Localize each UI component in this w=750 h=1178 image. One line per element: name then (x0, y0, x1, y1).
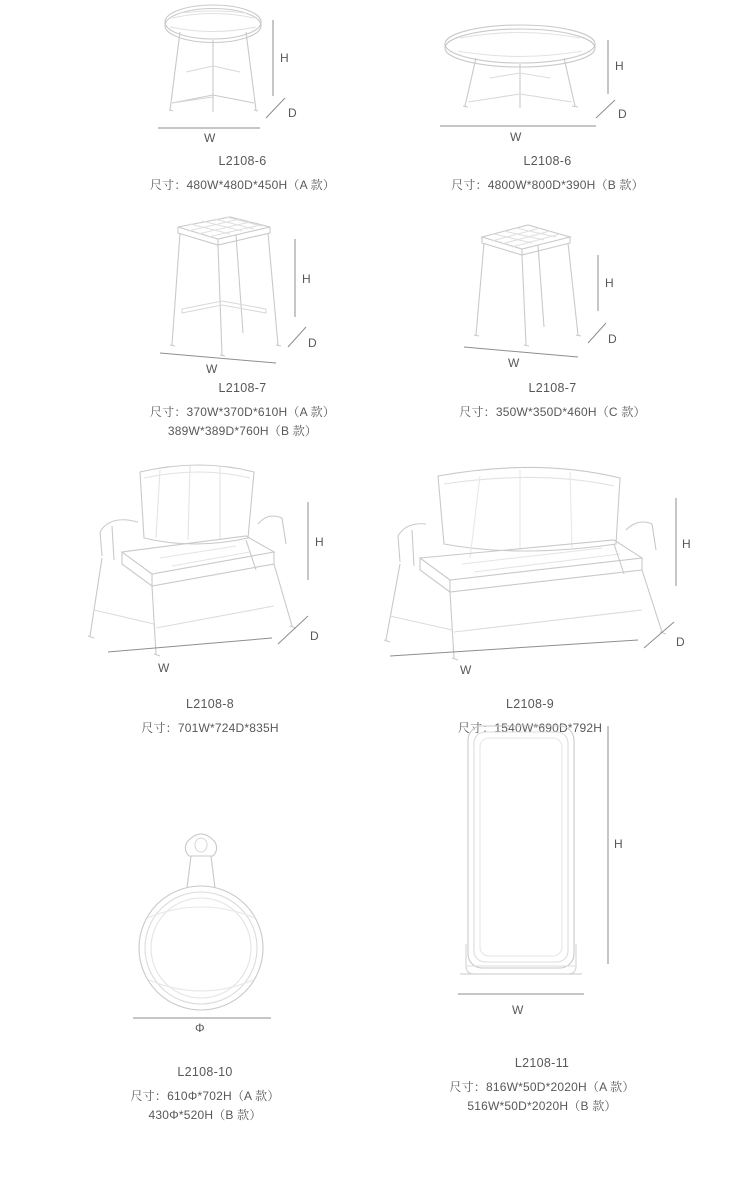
caption-block (60, 695, 360, 738)
dimension-list (75, 1087, 335, 1125)
dimension-line: 389W*389D*760H（B 款） (167, 424, 318, 438)
dimension-label-h: H (315, 535, 324, 549)
product-drawing-round-mirror (75, 820, 335, 1035)
caption-block (110, 152, 375, 195)
dimension-label-w: W (206, 362, 218, 375)
bar-stool-svg (110, 205, 375, 375)
dimension-label-w: W (158, 661, 170, 675)
product-code: L2108-6 (218, 154, 267, 168)
low-stool-svg (420, 215, 685, 375)
dimension-list (394, 1078, 690, 1116)
dimension-line: 尺寸：701W*724D*835H (141, 721, 279, 735)
dimension-label-d: D (288, 106, 297, 120)
dimension-list (420, 403, 685, 422)
dimension-line: 516W*50D*2020H（B 款） (467, 1099, 617, 1113)
oval-coffee-table-svg (410, 18, 700, 148)
dimension-label-w: W (512, 1003, 524, 1017)
product-drawing-armchair (60, 440, 360, 685)
dimension-list (60, 719, 360, 738)
product-drawing-standing-mirror (400, 712, 690, 1032)
product-code: L2108-7 (218, 381, 267, 395)
dimension-line: 尺寸：350W*350D*460H（C 款） (459, 405, 646, 419)
dimension-list (110, 176, 375, 195)
product-cell-l2108-6-b (410, 18, 700, 195)
dimension-line: 尺寸：370W*370D*610H（A 款） (149, 405, 336, 419)
dimension-line: 430Φ*520H（B 款） (148, 1108, 262, 1122)
dimension-label-w: W (204, 131, 216, 145)
dimension-label-d: D (608, 332, 617, 346)
dimension-line: 尺寸：1540W*690D*792H (457, 721, 603, 735)
dimension-line: 尺寸：480W*480D*450H（A 款） (149, 178, 336, 192)
product-drawing-two-seat-sofa (370, 440, 700, 685)
caption-block (75, 1063, 335, 1125)
product-cell-l2108-8 (60, 440, 360, 738)
dimension-label-d: D (308, 336, 317, 350)
dimension-label-w: W (508, 356, 520, 370)
dimension-label-h: H (280, 51, 289, 65)
product-code: L2108-7 (528, 381, 577, 395)
product-cell-l2108-11 (400, 712, 690, 1116)
product-drawing-round-side-table (110, 0, 375, 148)
product-drawing-oval-coffee-table (410, 18, 700, 148)
dimension-label-phi: Φ (195, 1021, 205, 1035)
dimension-line: 尺寸：816W*50D*2020H（A 款） (449, 1080, 635, 1094)
dimension-label-h: H (302, 272, 311, 286)
product-code: L2108-9 (506, 697, 554, 711)
product-drawing-low-stool (420, 215, 685, 375)
dimension-list (395, 176, 700, 195)
round-side-table-svg (110, 0, 375, 148)
dimension-label-d: D (618, 107, 627, 121)
product-code: L2108-8 (186, 697, 234, 711)
product-drawing-bar-stool (110, 205, 375, 375)
two-seat-sofa-svg (370, 440, 700, 685)
product-cell-l2108-10 (75, 820, 335, 1125)
caption-block (394, 1054, 690, 1116)
standing-mirror-svg (400, 712, 690, 1032)
dimension-label-d: D (310, 629, 319, 643)
dimension-list (110, 403, 375, 441)
caption-block (420, 379, 685, 422)
product-cell-l2108-9 (370, 440, 700, 738)
product-code: L2108-11 (514, 1056, 570, 1070)
dimension-label-h: H (614, 837, 623, 851)
product-cell-l2108-7-a (110, 205, 375, 441)
caption-block (110, 379, 375, 441)
product-cell-l2108-7-c (420, 215, 685, 422)
product-code: L2108-6 (523, 154, 572, 168)
armchair-svg (60, 440, 360, 685)
dimension-label-w: W (510, 130, 522, 144)
caption-block (395, 152, 700, 195)
product-cell-l2108-6-a (110, 0, 375, 195)
dimension-label-h: H (605, 276, 614, 290)
product-code: L2108-10 (177, 1065, 233, 1079)
round-mirror-svg (75, 820, 335, 1035)
dimension-label-h: H (615, 59, 624, 73)
dimension-label-w: W (460, 663, 472, 677)
dimension-label-d: D (676, 635, 685, 649)
dimension-line: 尺寸：4800W*800D*390H（B 款） (451, 178, 644, 192)
dimension-line: 尺寸：610Φ*702H（A 款） (130, 1089, 280, 1103)
dimension-label-h: H (682, 537, 691, 551)
